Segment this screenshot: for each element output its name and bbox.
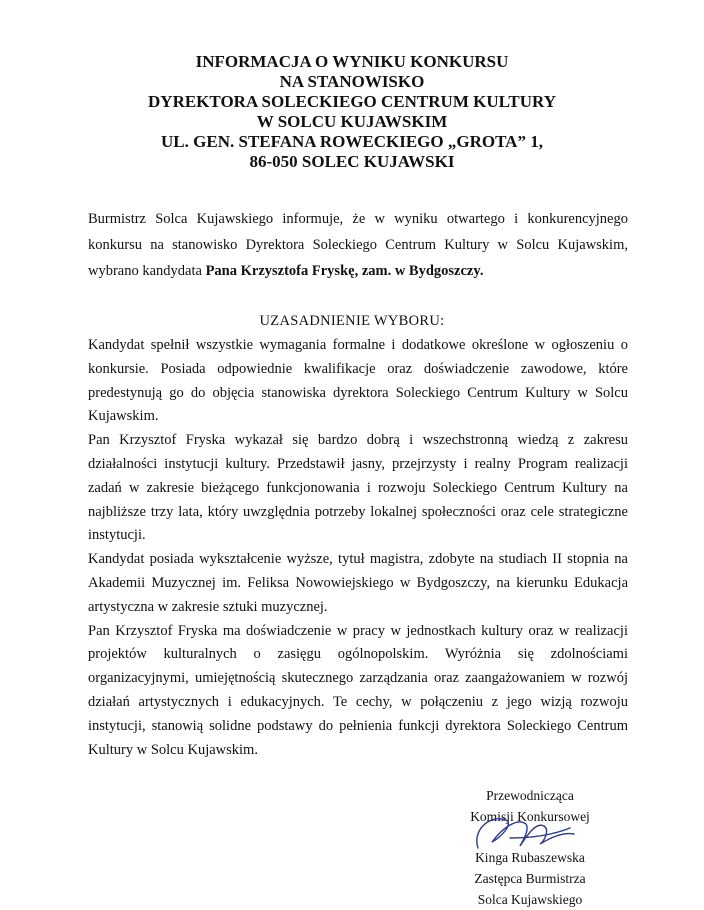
title-line-6: 86-050 SOLEC KUJAWSKI: [249, 152, 455, 171]
justification-paragraph-4: Pan Krzysztof Fryska ma doświadczenie w pracy w jednostkach kultury oraz w realizacji projektów kulturalnych o zasięgu ogólnopolskim. Wyróżnia się zdolnościami organizacyjnymi, umiejętnością skutecznego zarządzania oraz zaangażowaniem w rozwój działań artystycznych i edukacyjnych. Te cechy, w połączeniu z jego wizją rozwoju instytucji, stanowią solidne podstawy do pełnienia funkcji dyrektora Soleckiego Centrum Kultury w Solcu Kujawskim.: [88, 622, 628, 758]
document-title: [0, 52, 704, 172]
justification-paragraph-1: Kandydat spełnił wszystkie wymagania formalne i dodatkowe określone w ogłoszeniu o konkursie. Posiada odpowiednie kwalifikacje oraz doświadczenie zawodowe, które predestynują go do objęcia stanowiska dyrektora Soleckiego Centrum Kultury w Solcu Kujawskim.: [88, 337, 628, 425]
justification-heading: UZASADNIENIE WYBORU:: [259, 313, 445, 329]
justification-body: [88, 334, 628, 762]
title-line-2: NA STANOWISKO: [279, 72, 425, 91]
title-line-1: INFORMACJA O WYNIKU KONKURSU: [195, 52, 509, 71]
title-line-5: UL. GEN. STEFANA ROWECKIEGO „GROTA” 1,: [161, 132, 543, 151]
signature-role-1: Zastępca Burmistrza: [474, 871, 586, 886]
signature-role-2: Solca Kujawskiego: [477, 892, 583, 907]
title-line-4: W SOLCU KUJAWSKIM: [256, 112, 448, 131]
handwritten-signature: [470, 808, 580, 856]
justification-paragraph-3: Kandydat posiada wykształcenie wyższe, tytuł magistra, zdobyte na studiach II stopnia na Akademii Muzycznej im. Feliksa Nowowiejskiego w Bydgoszczy, na kierunku Edukacja artystyczna w zakresie sztuki muzycznej.: [88, 551, 628, 615]
signature-title-1: Przewodnicząca: [486, 788, 574, 803]
intro-paragraph: [88, 206, 628, 284]
signature-title-2: Komisji Konkursowej: [470, 809, 590, 824]
justification-paragraph-2: Pan Krzysztof Fryska wykazał się bardzo dobrą i wszechstronną wiedzą z zakresu działalności instytucji kultury. Przedstawił jasny, przejrzysty i realny Program realizacji zadań w zakresie bieżącego funkcjonowania i rozwoju Soleckiego Centrum Kultury na najbliższe trzy lata, który uwzględnia potrzeby lokalnej społeczności oraz cele strategiczne instytucji.: [88, 432, 628, 544]
intro-candidate-name: Pana Krzysztofa Fryskę, zam. w Bydgoszczy.: [205, 263, 484, 279]
intro-text: Burmistrz Solca Kujawskiego informuje, że w wyniku otwartego i konkurencyjnego konkursu na stanowisko Dyrektora Soleckiego Centrum Kultury w Solcu Kujawskim, wybrano kandydata: [88, 211, 628, 279]
title-line-3: DYREKTORA SOLECKIEGO CENTRUM KULTURY: [148, 92, 556, 111]
signature-name: Kinga Rubaszewska: [475, 850, 585, 865]
